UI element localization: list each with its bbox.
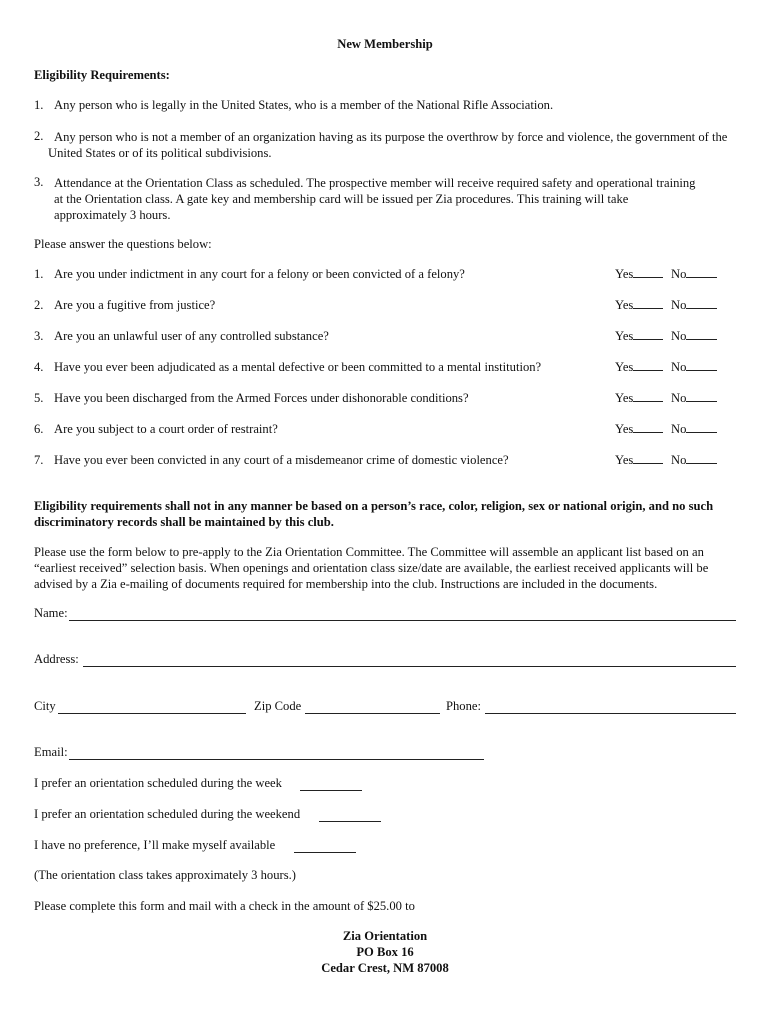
question-2-num: 2. (34, 298, 44, 312)
orientation-duration-note: (The orientation class takes approximately 3 hours.) (34, 868, 296, 882)
yes-blank[interactable] (633, 370, 663, 371)
question-4-no[interactable] (671, 360, 717, 375)
eligibility-item-3-num: 3. (34, 175, 44, 189)
address-label: Address: (34, 652, 79, 666)
preference-none-label: I have no preference, I’ll make myself available (34, 838, 276, 852)
no-blank[interactable] (686, 339, 717, 340)
question-6-yes[interactable] (615, 422, 663, 437)
preference-none-field[interactable] (294, 852, 356, 853)
page-title: New Membership (337, 37, 433, 51)
preference-weekend-label: I prefer an orientation scheduled during the weekend (34, 807, 301, 821)
question-2-yes[interactable] (615, 298, 663, 313)
question-5-text: Have you been discharged from the Armed Forces under dishonorable conditions? (54, 391, 469, 405)
mail-address-line-3: Cedar Crest, NM 87008 (321, 961, 449, 975)
question-6-text: Are you subject to a court order of restraint? (54, 422, 278, 436)
preference-weekend-field[interactable] (319, 821, 381, 822)
eligibility-item-2-num: 2. (34, 129, 44, 143)
question-4-num: 4. (34, 360, 44, 374)
city-label: City (34, 699, 56, 713)
question-5-no[interactable] (671, 391, 717, 406)
yes-label: Yes (615, 422, 634, 436)
yes-label: Yes (615, 298, 634, 312)
name-field[interactable] (69, 620, 736, 621)
question-7-text: Have you ever been convicted in any court of a misdemeanor crime of domestic violence? (54, 453, 509, 467)
eligibility-item-1-text: Any person who is legally in the United States, who is a member of the National Rifle Association. (54, 98, 554, 112)
no-label: No (671, 360, 687, 374)
no-label: No (671, 298, 687, 312)
yes-blank[interactable] (633, 308, 663, 309)
yes-label: Yes (615, 391, 634, 405)
question-4-text: Have you ever been adjudicated as a mental defective or been committed to a mental institution? (54, 360, 542, 374)
yes-blank[interactable] (633, 277, 663, 278)
question-1-no[interactable] (671, 267, 717, 282)
question-2-no[interactable] (671, 298, 717, 313)
no-label: No (671, 422, 687, 436)
preference-week-label: I prefer an orientation scheduled during the week (34, 776, 282, 790)
yes-blank[interactable] (633, 463, 663, 464)
no-blank[interactable] (686, 277, 717, 278)
question-7-num: 7. (34, 453, 44, 467)
mail-address-line-2: PO Box 16 (356, 945, 414, 959)
no-label: No (671, 391, 687, 405)
eligibility-heading: Eligibility Requirements: (34, 68, 170, 82)
question-3-num: 3. (34, 329, 44, 343)
yes-blank[interactable] (633, 401, 663, 402)
eligibility-item-3-text: Attendance at the Orientation Class as scheduled. The prospective member will receive required safety and operational training at the Orientation class. A gate key and membership card will be issued per Zia procedures. This training will take approximately 3 hours. (54, 176, 696, 222)
question-2-text: Are you a fugitive from justice? (54, 298, 216, 312)
address-field[interactable] (83, 666, 736, 667)
no-label: No (671, 329, 687, 343)
nondiscrimination-statement: Eligibility requirements shall not in any manner be based on a person’s race, color, religion, sex or national origin, and no such discriminatory records shall be maintained by this club. (34, 499, 714, 529)
no-blank[interactable] (686, 370, 717, 371)
preference-week-field[interactable] (300, 790, 362, 791)
question-3-yes[interactable] (615, 329, 663, 344)
question-1-text: Are you under indictment in any court for a felony or been convicted of a felony? (54, 267, 465, 281)
zip-field[interactable] (305, 713, 440, 714)
eligibility-item-1-num: 1. (34, 98, 44, 112)
mail-instruction: Please complete this form and mail with a check in the amount of $25.00 to (34, 899, 415, 913)
no-label: No (671, 267, 687, 281)
no-blank[interactable] (686, 432, 717, 433)
question-7-yes[interactable] (615, 453, 663, 468)
question-5-num: 5. (34, 391, 44, 405)
questions-intro: Please answer the questions below: (34, 237, 212, 251)
no-blank[interactable] (686, 401, 717, 402)
question-5-yes[interactable] (615, 391, 663, 406)
yes-blank[interactable] (633, 432, 663, 433)
question-1-yes[interactable] (615, 267, 663, 282)
question-3-text: Are you an unlawful user of any controlled substance? (54, 329, 329, 343)
yes-label: Yes (615, 360, 634, 374)
no-label: No (671, 453, 687, 467)
eligibility-item-2-text: Any person who is not a member of an organization having as its purpose the overthrow by force and violence, the government of the United States or of its political subdivisions. (48, 130, 728, 160)
question-3-no[interactable] (671, 329, 717, 344)
yes-label: Yes (615, 267, 634, 281)
mail-address-line-1: Zia Orientation (342, 929, 428, 943)
question-4-yes[interactable] (615, 360, 663, 375)
phone-label: Phone: (446, 699, 481, 713)
question-1-num: 1. (34, 267, 44, 281)
phone-field[interactable] (485, 713, 736, 714)
question-7-no[interactable] (671, 453, 717, 468)
yes-blank[interactable] (633, 339, 663, 340)
zip-label: Zip Code (254, 699, 302, 713)
email-field[interactable] (69, 759, 484, 760)
name-label: Name: (34, 606, 68, 620)
no-blank[interactable] (686, 463, 717, 464)
question-6-no[interactable] (671, 422, 717, 437)
email-label: Email: (34, 745, 68, 759)
yes-label: Yes (615, 329, 634, 343)
question-6-num: 6. (34, 422, 44, 436)
no-blank[interactable] (686, 308, 717, 309)
city-field[interactable] (58, 713, 246, 714)
yes-label: Yes (615, 453, 634, 467)
instructions-paragraph: Please use the form below to pre-apply to the Zia Orientation Committee. The Committee will assemble an applicant list based on an “earliest received” selection basis. When openings and orientation class size/date are available, the earliest received applicants will be advised by a Zia e-mailing of documents required for membership into the club. Instructions are included in the documents. (34, 545, 709, 591)
